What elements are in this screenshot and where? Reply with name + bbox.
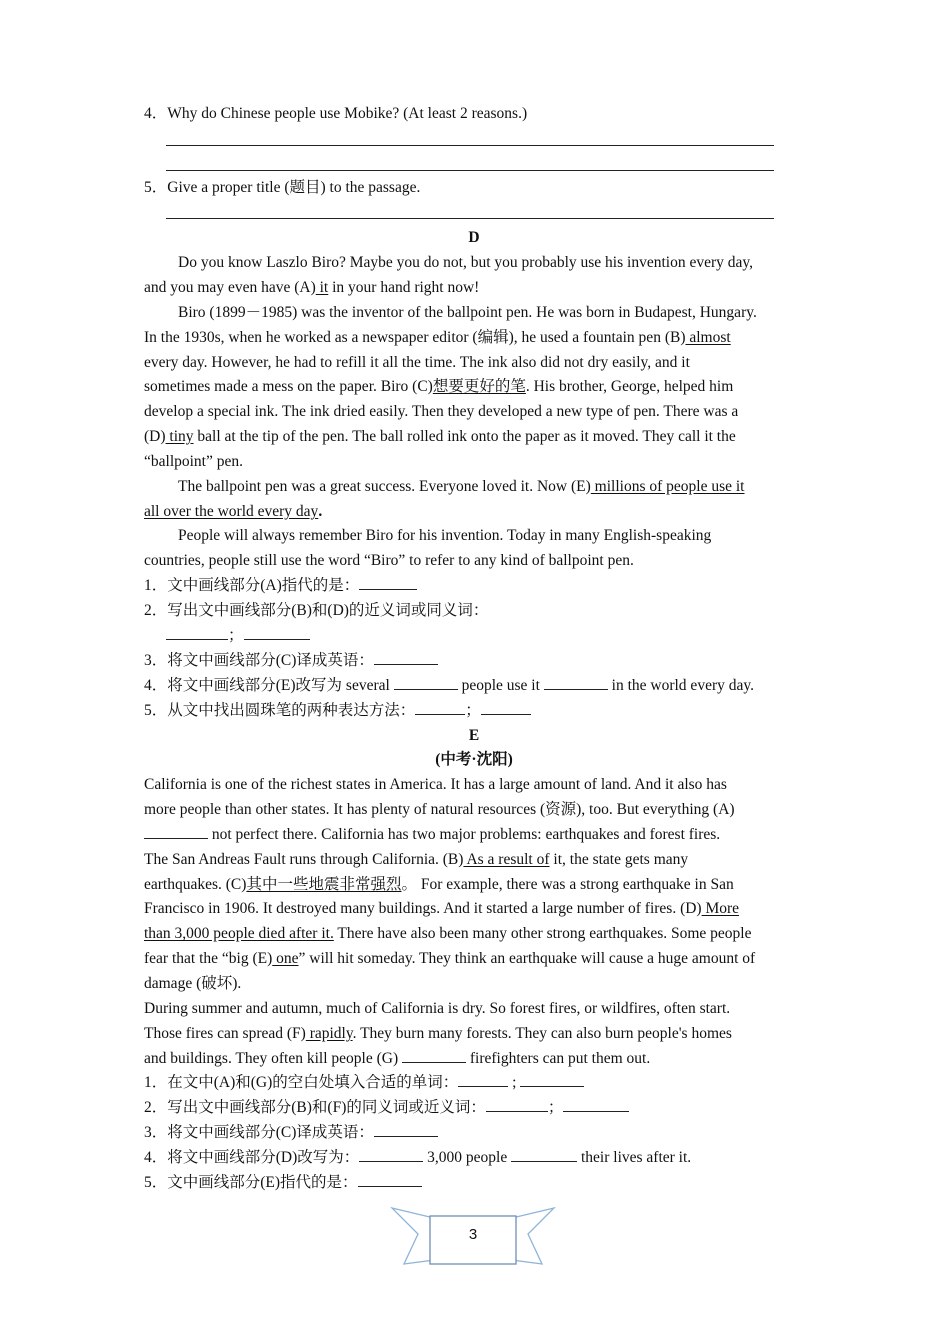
section-d-question-3: 3．将文中画线部分(C)译成英语： — [144, 650, 438, 672]
underlined-a: it — [315, 279, 329, 296]
underlined-b: almost — [685, 329, 731, 346]
answer-blank[interactable] — [544, 675, 608, 690]
answer-line — [166, 145, 774, 146]
underlined-e-cont: all over the world every day — [144, 503, 319, 520]
answer-blank[interactable] — [481, 700, 531, 715]
section-d-question-2: 2．写出文中画线部分(B)和(D)的近义词或同义词： — [144, 602, 489, 619]
section-e-question-5: 5．文中画线部分(E)指代的是： — [144, 1172, 422, 1194]
paragraph-line: and buildings. They often kill people (G) firefighters can put them out. — [144, 1050, 651, 1067]
paragraph-line: countries, people still use the word “Biro” to refer to any kind of ballpoint pen. — [144, 552, 634, 569]
paragraph-line: every day. However, he had to refill it all the time. The ink also did not dry easily, and it — [144, 354, 690, 371]
paragraph-line: more people than other states. It has plenty of natural resources (资源), too. But everything (A) — [144, 801, 735, 818]
prev-question-4: 4．Why do Chinese people use Mobike? (At least 2 reasons.) — [144, 105, 528, 122]
answer-blank[interactable] — [486, 1097, 548, 1112]
paragraph-line: The ballpoint pen was a great success. Everyone loved it. Now (E) millions of people use it — [178, 478, 745, 495]
answer-blank[interactable] — [520, 1072, 584, 1087]
answer-blank[interactable] — [458, 1072, 508, 1087]
answer-blank[interactable] — [415, 700, 465, 715]
section-d-heading: D — [468, 229, 480, 246]
underlined-e: millions of people use it — [590, 478, 745, 495]
answer-blank[interactable] — [144, 824, 208, 839]
underlined-d-cont: than 3,000 people died after it. — [144, 925, 334, 942]
paragraph-line: In the 1930s, when he worked as a newspaper editor (编辑), he used a fountain pen (B) almost — [144, 329, 731, 346]
paragraph-line: “ballpoint” pen. — [144, 453, 243, 470]
paragraph-line: damage (破坏). — [144, 975, 242, 992]
section-d-question-4: 4．将文中画线部分(E)改写为 several people use it in the world every day. — [144, 677, 754, 694]
paragraph-line: People will always remember Biro for his invention. Today in many English-speaking — [178, 527, 712, 544]
section-e-source: (中考·沈阳) — [435, 751, 513, 768]
answer-blank[interactable] — [244, 625, 310, 640]
paragraph-line: The San Andreas Fault runs through California. (B) As a result of it, the state gets many — [144, 851, 689, 868]
section-d-question-2-answers: ； — [166, 625, 310, 647]
section-d-question-1: 1．文中画线部分(A)指代的是： — [144, 575, 417, 597]
section-e-heading: E — [468, 727, 480, 744]
paragraph-line: Francisco in 1906. It destroyed many buildings. And it started a large number of fires. (D) More — [144, 900, 740, 917]
paragraph-line: Biro (1899－1985) was the inventor of the ballpoint pen. He was born in Budapest, Hungary. — [178, 304, 757, 321]
answer-line — [166, 170, 774, 171]
answer-line — [166, 218, 774, 219]
answer-blank[interactable] — [374, 1122, 438, 1137]
paragraph-line: sometimes made a mess on the paper. Biro (C)想要更好的笔. His brother, George, helped him — [144, 378, 734, 395]
paragraph-line: and you may even have (A) it in your hand right now! — [144, 279, 480, 296]
paragraph-line: Those fires can spread (F) rapidly. They burn many forests. They can also burn people's homes — [144, 1025, 732, 1042]
page-footer — [390, 1204, 556, 1270]
answer-blank[interactable] — [166, 625, 228, 640]
section-e-question-3: 3．将文中画线部分(C)译成英语： — [144, 1122, 438, 1144]
underlined-e: one — [272, 950, 299, 967]
paragraph-line: not perfect there. California has two major problems: earthquakes and forest fires. — [144, 824, 720, 846]
underlined-c: 其中一些地震非常强烈 — [246, 876, 402, 893]
paragraph-line: Do you know Laszlo Biro? Maybe you do not, but you probably use his invention every day, — [178, 254, 753, 271]
paragraph-line: (D) tiny ball at the tip of the pen. The ball rolled ink onto the paper as it moved. They call it the — [144, 428, 736, 445]
paragraph-line: earthquakes. (C)其中一些地震非常强烈。 For example, there was a strong earthquake in San — [144, 876, 734, 893]
prev-question-5: 5．Give a proper title (题目) to the passage. — [144, 179, 421, 196]
paragraph-line: During summer and autumn, much of California is dry. So forest fires, or wildfires, often start. — [144, 1000, 731, 1017]
paragraph-line: all over the world every day. — [144, 503, 323, 520]
paragraph-line: develop a special ink. The ink dried easily. Then they developed a new type of pen. There was a — [144, 403, 739, 420]
answer-blank[interactable] — [359, 1147, 423, 1162]
underlined-d: More — [701, 900, 740, 917]
answer-blank[interactable] — [402, 1048, 466, 1063]
section-e-question-1: 1．在文中(A)和(G)的空白处填入合适的单词： ; — [144, 1072, 584, 1094]
answer-blank[interactable] — [511, 1147, 577, 1162]
answer-blank[interactable] — [374, 650, 438, 665]
answer-blank[interactable] — [359, 575, 417, 590]
paragraph-line: fear that the “big (E) one” will hit someday. They think an earthquake will cause a huge amount of — [144, 950, 756, 967]
section-e-question-4: 4．将文中画线部分(D)改写为： 3,000 people their lives after it. — [144, 1149, 692, 1166]
page-number: 3 — [468, 1226, 478, 1243]
underlined-f: rapidly — [305, 1025, 353, 1042]
answer-blank[interactable] — [563, 1097, 629, 1112]
underlined-c: 想要更好的笔 — [432, 378, 526, 395]
section-e-question-2: 2．写出文中画线部分(B)和(F)的同义词或近义词： ； — [144, 1097, 629, 1119]
answer-blank[interactable] — [394, 675, 458, 690]
answer-blank[interactable] — [358, 1172, 422, 1187]
paragraph-line: California is one of the richest states in America. It has a large amount of land. And it also has — [144, 776, 727, 793]
section-d-question-5: 5．从文中找出圆珠笔的两种表达方法： ； — [144, 700, 531, 722]
underlined-b: As a result of — [463, 851, 550, 868]
underlined-d: tiny — [165, 428, 194, 445]
paragraph-line: than 3,000 people died after it. There have also been many other strong earthquakes. Some people — [144, 925, 752, 942]
